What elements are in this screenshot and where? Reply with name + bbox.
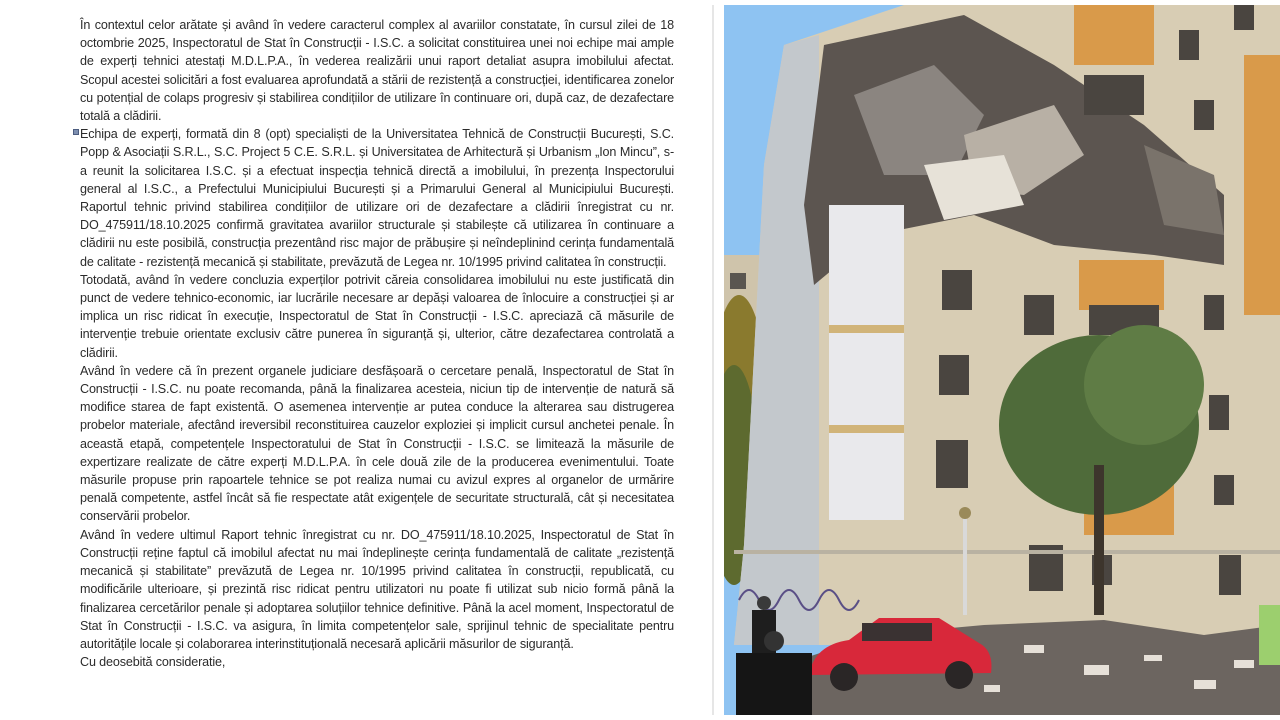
paragraph-expert-team: Echipa de experți, formată din 8 (opt) specialiști de la Universitatea Tehnică de Construcții București, S.C. Popp & Asociații S.R.L., S.C. Project 5 C.E. S.R.L. și Universitatea de Arhitectură și Urbanism „Ion Mincu”, s-a reunit la solicitarea I.S.C. și a efectuat inspecția tehnică directă a imobilului, în prezența Inspectorului general al I.S.C., a Prefectului Municipiului București și a Primarului General al Municipiului București. Raportul tehnic privind stabilirea condițiilor de utilizare ori de dezafectare a clădirii înregistrat cu nr. DO_475911/18.10.2025 confirmă gravitatea avariilor structurale și stabilește că utilizarea în continuare a clădirii nu este posibilă, construcția prezentând risc major de prăbușire și neîndeplinind cerința fundamentală de calitate - rezistență mecanică și stabilitate, prevăzută de Legea nr. 10/1995 privind calitatea în construcții. bbox=[80, 125, 674, 271]
paragraph-criminal-investigation: Având în vedere că în prezent organele judiciare desfășoară o cercetare penală, Inspectoratul de Stat în Construcții - I.S.C. nu poate recomanda, până la finalizarea acesteia, niciun tip de intervenție de natură să modifice starea de fapt existentă. O asemenea intervenție ar putea conduce la alterarea sau distrugerea probelor materiale, afectând ireversibil reconstituirea cauzelor exploziei și implicit cursul anchetei penale. În această etapă, competențele Inspectoratului de Stat în Construcții - I.S.C. se limitează la măsurile de expertizare realizate de către experți M.D.L.P.A. în cele două zile de la producerea evenimentului. Toate măsurile propuse prin rapoartele tehnice se pot realiza numai cu avizul expres al organelor de urmărire penală competente, astfel încât să fie respectate atât exigențele de securitate structurală, cât și necesitatea conservării probelor. bbox=[80, 363, 674, 524]
closing-salutation: Cu deosebită consideratie, bbox=[80, 655, 226, 670]
comment-marker-icon bbox=[73, 129, 79, 135]
building-photo bbox=[724, 5, 1280, 715]
paragraph-context: În contextul celor arătate și având în vedere caracterul complex al avariilor constatate, în cursul zilei de 18 octombrie 2025, Inspectoratul de Stat în Construcții - I.S.C. a solicitat constituirea unei noi echipe mai ample de experți tehnici atestați M.D.L.P.A., în vederea realizării unui raport detaliat asupra imobilului afectat. Scopul acestei solicitări a fost evaluarea aprofundată a stării de rezistență a construcției, identificarea zonelor cu potențial de colaps progresiv și stabilirea condițiilor de utilizare în continuare ori, după caz, de dezafectare totală a clădirii. bbox=[80, 18, 674, 124]
document-text bbox=[80, 16, 674, 671]
paragraph-conclusion: Totodată, având în vedere concluzia experților potrivit căreia consolidarea imobilului nu este justificată din punct de vedere tehnico-economic, iar lucrările necesare ar depăși valoarea de înlocuire a construcției și ar implica un risc ridicat în execuție, Inspectoratul de Stat în Construcții - I.S.C. apreciază că măsurile de intervenție trebuie orientate exclusiv către punerea în siguranță și, ulterior, către dezafectarea controlată a clădirii. bbox=[80, 272, 674, 360]
page-divider bbox=[712, 5, 714, 715]
paragraph-final-report: Având în vedere ultimul Raport tehnic înregistrat cu nr. DO_475911/18.10.2025, Inspectoratul de Stat în Construcții reține faptul că imobilul afectat nu mai îndeplinește cerința fundamentală de calitate „rezistență mecanică și stabilitate” prevăzută de Legea nr. 10/1995 privind calitatea în construcții, republicată, cu modificările ulterioare, și prezintă risc ridicat pentru utilizatori nu poate fi utilizat sub nicio formă până la finalizarea cercetărilor penale și adoptarea soluțiilor tehnice definitive. Până la acel moment, Inspectoratul de Stat în Construcții - I.S.C. va asigura, în limita competențelor sale, sprijinul tehnic de specialitate pentru autoritățile locale și colaborarea interinstituțională necesară aplicării măsurilor de siguranță. bbox=[80, 527, 674, 651]
